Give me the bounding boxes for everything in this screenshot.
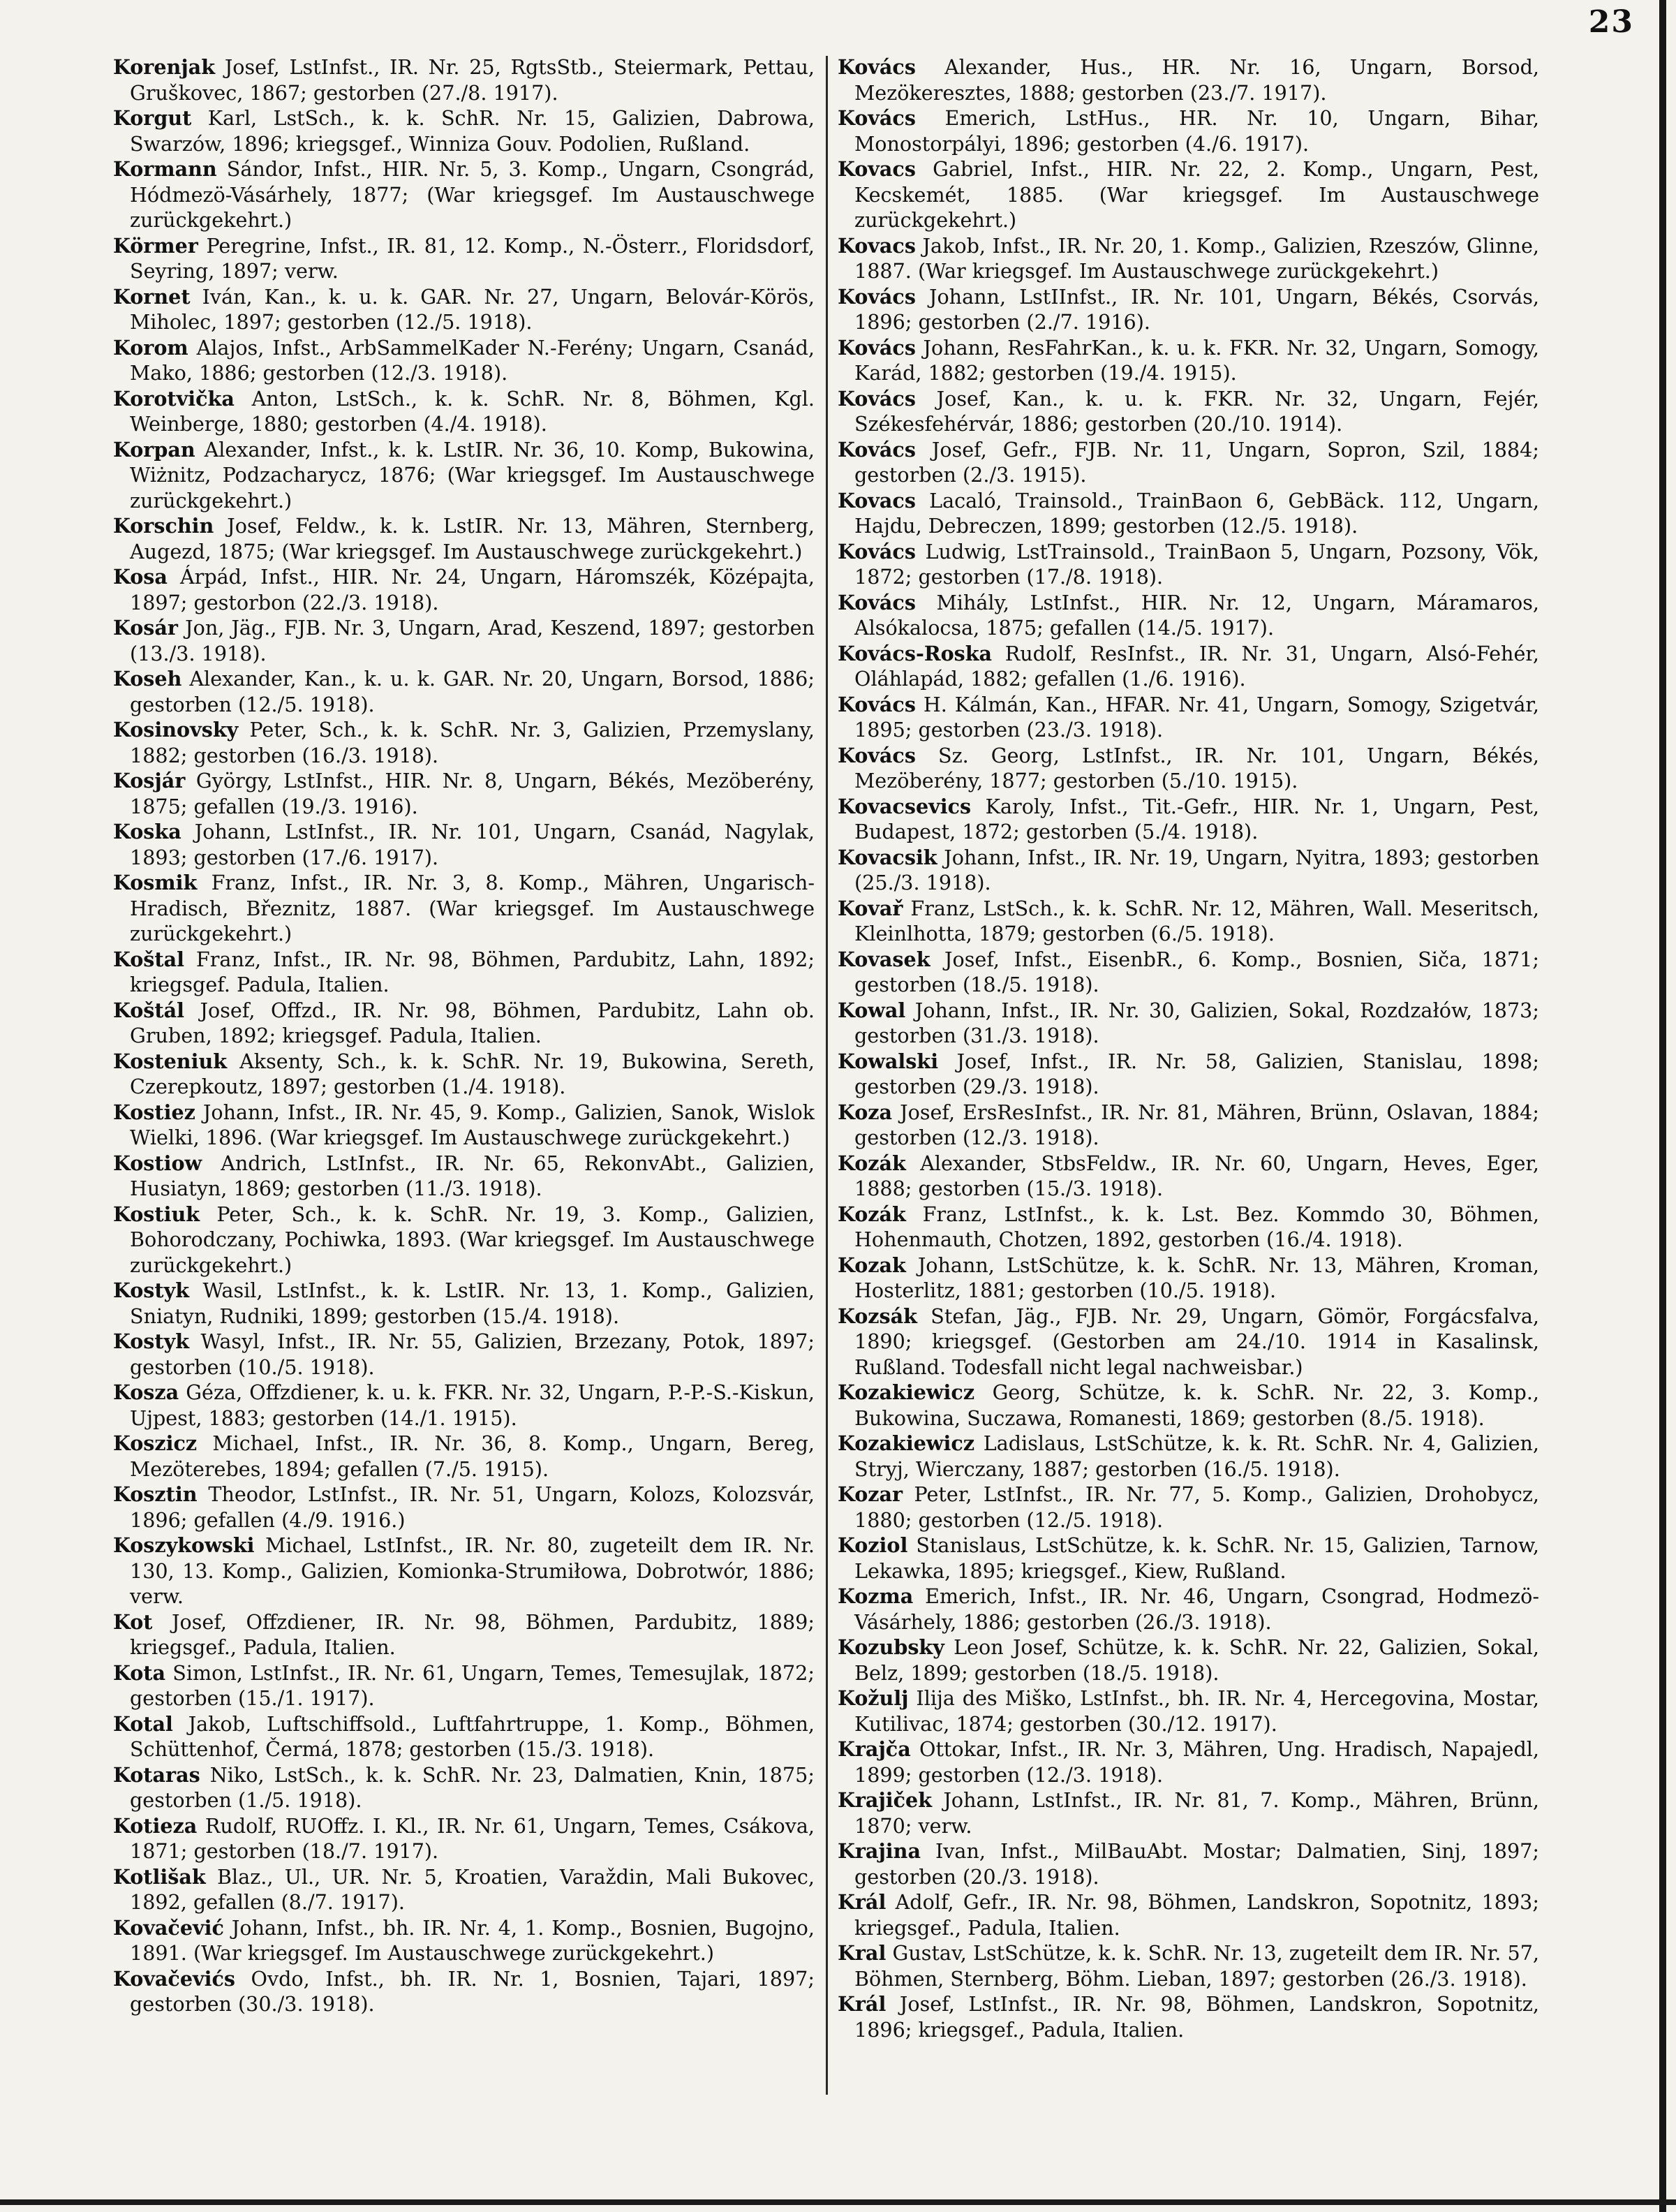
entry-surname: Kovasek <box>838 947 930 971</box>
entry-details: H. Kálmán, Kan., HFAR. Nr. 41, Ungarn, Somogy, Szigetvár, 1895; gestorben (23./3. 1918). <box>854 692 1539 742</box>
entry-surname: Kozubsky <box>838 1635 944 1659</box>
entry-surname: Kovács-Roska <box>838 641 993 665</box>
entry-surname: Kot <box>113 1609 153 1634</box>
register-entry <box>838 1787 1539 1838</box>
entry-surname: Kovačevićs <box>113 1966 236 1991</box>
entry-details: Lacaló, Trainsold., TrainBaon 6, GebBäck. 112, Ungarn, Hajdu, Debreczen, 1899; gestorben (12./5. 1918). <box>854 488 1539 538</box>
entry-surname: Kotieza <box>113 1813 198 1838</box>
register-entry <box>838 590 1539 641</box>
entry-details: Ottokar, Infst., IR. Nr. 3, Mähren, Ung. Hradisch, Napajedl, 1899; gestorben (12./3. 1918). <box>854 1737 1539 1787</box>
register-entry <box>113 513 815 564</box>
register-entry <box>838 488 1539 539</box>
register-entry <box>838 105 1539 156</box>
register-entry <box>838 1838 1539 1889</box>
entry-details: Rudolf, ResInfst., IR. Nr. 31, Ungarn, Alsó-Fehér, Oláhlapád, 1882; gefallen (1./6. 1916). <box>854 641 1539 691</box>
register-entry <box>838 1940 1539 1991</box>
entry-surname: Kovács <box>838 106 916 130</box>
right-column <box>838 54 1539 2042</box>
entry-surname: Kral <box>838 1941 887 1965</box>
entry-surname: Kostyk <box>113 1278 190 1302</box>
entry-surname: Kosa <box>113 565 168 589</box>
entry-surname: Kovacs <box>838 233 916 258</box>
entry-details: Sándor, Infst., HIR. Nr. 5, 3. Komp., Ungarn, Csongrád, Hódmezö-Vásárhely, 1877; (War kriegsgef. Im Austauschwege zurückgekehrt.) <box>130 157 815 232</box>
entry-details: Géza, Offzdiener, k. u. k. FKR. Nr. 32, Ungarn, P.-P.-S.-Kiskun, Ujpest, 1883; gestorben (14./1. 1915). <box>130 1380 815 1430</box>
register-entry <box>113 564 815 615</box>
entry-details: Jakob, Infst., IR. Nr. 20, 1. Komp., Galizien, Rzeszów, Glinne, 1887. (War kriegsgef. Im Austauschwege zurückgekehrt.) <box>854 233 1539 283</box>
entry-details: Simon, LstInfst., IR. Nr. 61, Ungarn, Temes, Temesujlak, 1872; gestorben (15./1. 1917). <box>130 1660 815 1710</box>
register-entry <box>113 1762 815 1813</box>
page-number: 23 <box>1588 4 1634 40</box>
entry-details: Ludwig, LstTrainsold., TrainBaon 5, Ungarn, Pozsony, Vök, 1872; gestorben (17./8. 1918). <box>854 539 1539 589</box>
entry-details: Josef, LstInfst., IR. Nr. 25, RgtsStb., Steiermark, Pettau, Gruškovec, 1867; gestorben (27./8. 1917). <box>130 55 815 105</box>
register-entry <box>838 156 1539 233</box>
entry-surname: Kozakiewicz <box>838 1431 975 1455</box>
entry-surname: Král <box>838 1992 887 2016</box>
entry-surname: Kovács <box>838 743 916 767</box>
register-entry <box>838 641 1539 692</box>
entry-surname: Koska <box>113 820 181 843</box>
register-entry <box>113 284 815 335</box>
register-entry <box>113 1864 815 1915</box>
entry-details: Árpád, Infst., HIR. Nr. 24, Ungarn, Háromszék, Középajta, 1897; gestorbon (22./3. 1918). <box>130 565 815 614</box>
entry-surname: Kovács <box>838 55 916 79</box>
entry-details: Georg, Schütze, k. k. SchR. Nr. 22, 3. Komp., Bukowina, Suczawa, Romanesti, 1869; gestorben (8./5. 1918). <box>854 1380 1539 1430</box>
entry-details: Alexander, Kan., k. u. k. GAR. Nr. 20, Ungarn, Borsod, 1886; gestorben (12./5. 1918). <box>130 667 815 716</box>
register-entry <box>113 437 815 514</box>
entry-surname: Kosza <box>113 1380 179 1404</box>
register-entry <box>113 105 815 156</box>
register-entry <box>113 1533 815 1609</box>
entry-details: Josef, ErsResInfst., IR. Nr. 81, Mähren, Brünn, Oslavan, 1884; gestorben (12./3. 1918). <box>854 1100 1539 1149</box>
entry-details: Ilija des Miško, LstInfst., bh. IR. Nr. 4, Hercegovina, Mostar, Kutilivac, 1874; gestorben (30./12. 1917). <box>854 1686 1539 1736</box>
entry-details: Ivan, Infst., MilBauAbt. Mostar; Dalmatien, Sinj, 1897; gestorben (20./3. 1918). <box>854 1839 1539 1889</box>
entry-surname: Kozar <box>838 1482 903 1506</box>
entry-details: Johann, LstInfst., IR. Nr. 81, 7. Komp., Mähren, Brünn, 1870; verw. <box>854 1788 1539 1838</box>
entry-surname: Kovacsevics <box>838 794 972 818</box>
register-entry <box>113 1151 815 1202</box>
register-entry <box>838 1635 1539 1686</box>
entry-details: Josef, Offzdiener, IR. Nr. 98, Böhmen, Pardubitz, 1889; kriegsgef., Padula, Italien. <box>130 1609 815 1659</box>
entry-details: Wasyl, Infst., IR. Nr. 55, Galizien, Brzezany, Potok, 1897; gestorben (10./5. 1918). <box>130 1329 815 1379</box>
entry-details: Aksenty, Sch., k. k. SchR. Nr. 19, Bukowina, Sereth, Czerepkoutz, 1897; gestorben (1./4. 1918). <box>130 1049 815 1098</box>
register-entry <box>113 233 815 284</box>
entry-surname: Korschin <box>113 514 214 538</box>
register-entry <box>838 998 1539 1049</box>
entry-surname: Kovács <box>838 590 916 614</box>
register-entry <box>838 1100 1539 1151</box>
register-entry <box>113 615 815 666</box>
entry-details: Sz. Georg, LstInfst., IR. Nr. 101, Ungarn, Békés, Mezöberény, 1877; gestorben (5./10. 1915). <box>854 743 1539 792</box>
entry-surname: Kota <box>113 1660 166 1685</box>
entry-details: Josef, Feldw., k. k. LstIR. Nr. 13, Mähren, Sternberg, Augezd, 1875; (War kriegsgef. Im Austauschwege zurückgekehrt.) <box>130 514 815 563</box>
column-divider <box>826 56 828 2095</box>
entry-details: Alexander, StbsFeldw., IR. Nr. 60, Ungarn, Heves, Eger, 1888; gestorben (15./3. 1918). <box>854 1151 1539 1200</box>
register-entry <box>838 284 1539 335</box>
entry-surname: Kozák <box>838 1151 906 1175</box>
entry-surname: Korgut <box>113 106 192 130</box>
register-entry <box>838 845 1539 896</box>
entry-surname: Korotvička <box>113 386 235 411</box>
entry-surname: Kovács <box>838 386 916 411</box>
register-entry <box>113 717 815 768</box>
entry-surname: Krajiček <box>838 1788 933 1812</box>
entry-details: Ovdo, Infst., bh. IR. Nr. 1, Bosnien, Tajari, 1897; gestorben (30./3. 1918). <box>130 1966 815 2016</box>
entry-surname: Kovacs <box>838 157 916 181</box>
entry-details: Emerich, Infst., IR. Nr. 46, Ungarn, Csongrad, Hodmezö-Vásárhely, 1886; gestorben (26./3. 1918). <box>854 1584 1539 1634</box>
register-entry <box>838 539 1539 590</box>
entry-surname: Kovács <box>838 335 916 360</box>
entry-details: Gustav, LstSchütze, k. k. SchR. Nr. 13, zugeteilt dem IR. Nr. 57, Böhmen, Sternberg, Böhm. Lieban, 1897; gestorben (26./3. 1918). <box>854 1941 1539 1991</box>
entry-surname: Korenjak <box>113 55 216 79</box>
register-entry <box>838 1533 1539 1584</box>
entry-details: Johann, Infst., bh. IR. Nr. 4, 1. Komp., Bosnien, Bugojno, 1891. (War kriegsgef. Im Austauschwege zurückgekehrt.) <box>130 1915 815 1965</box>
entry-details: Iván, Kan., k. u. k. GAR. Nr. 27, Ungarn, Belovár-Körös, Miholec, 1897; gestorben (12./5. 1918). <box>130 284 815 334</box>
entry-details: Michael, Infst., IR. Nr. 36, 8. Komp., Ungarn, Bereg, Mezöterebes, 1894; gefallen (7./5. 1915). <box>130 1431 815 1481</box>
entry-surname: Kosmik <box>113 871 198 894</box>
entry-surname: Koszykowski <box>113 1533 255 1557</box>
register-entry <box>838 437 1539 488</box>
register-entry <box>113 1329 815 1380</box>
register-entry <box>113 1813 815 1864</box>
entry-surname: Koza <box>838 1100 893 1124</box>
entry-details: Josef, LstInfst., IR. Nr. 98, Böhmen, Landskron, Sopotnitz, 1896; kriegsgef., Padula, Italien. <box>854 1992 1539 2042</box>
entry-details: Adolf, Gefr., IR. Nr. 98, Böhmen, Landskron, Sopotnitz, 1893; kriegsgef., Padula, Italien. <box>854 1890 1539 1940</box>
register-entry <box>838 54 1539 105</box>
entry-details: Johann, ResFahrKan., k. u. k. FKR. Nr. 32, Ungarn, Somogy, Karád, 1882; gestorben (19./4. 1915). <box>854 335 1539 385</box>
entry-details: Peter, Sch., k. k. SchR. Nr. 19, 3. Komp., Galizien, Bohorodczany, Pochiwka, 1893. (War kriegsgef. Im Austauschwege zurückgekehrt.) <box>130 1202 815 1277</box>
register-entry <box>838 947 1539 998</box>
entry-surname: Kosár <box>113 616 178 640</box>
entry-details: Jon, Jäg., FJB. Nr. 3, Ungarn, Arad, Keszend, 1897; gestorben (13./3. 1918). <box>130 616 815 665</box>
register-entry <box>113 54 815 105</box>
register-entry <box>113 1431 815 1482</box>
entry-details: Mihály, LstInfst., HIR. Nr. 12, Ungarn, Máramaros, Alsókalocsa, 1875; gefallen (14./5. 1917). <box>854 590 1539 640</box>
entry-details: Johann, Infst., IR. Nr. 30, Galizien, Sokal, Rozdzałów, 1873; gestorben (31./3. 1918). <box>854 998 1539 1047</box>
register-entry <box>113 156 815 233</box>
entry-details: Theodor, LstInfst., IR. Nr. 51, Ungarn, Kolozs, Kolozsvár, 1896; gefallen (4./9. 1916.) <box>130 1482 815 1532</box>
entry-surname: Kornet <box>113 284 191 309</box>
entry-details: Blaz., Ul., UR. Nr. 5, Kroatien, Varaždin, Mali Bukovec, 1892, gefallen (8./7. 1917). <box>130 1864 815 1914</box>
entry-details: Alajos, Infst., ArbSammelKader N.-Ferény; Ungarn, Csanád, Mako, 1886; gestorben (12./3. 1918). <box>130 335 815 385</box>
entry-details: Josef, Infst., EisenbR., 6. Komp., Bosnien, Siča, 1871; gestorben (18./5. 1918). <box>854 947 1539 996</box>
register-entry <box>838 1889 1539 1940</box>
entry-details: Alexander, Infst., k. k. LstIR. Nr. 36, 10. Komp, Bukowina, Wiżnitz, Podzacharycz, 1876; (War kriegsgef. Im Austauschwege zurückgekehrt.) <box>130 437 815 513</box>
entry-surname: Kosteniuk <box>113 1049 228 1073</box>
entry-surname: Koseh <box>113 667 182 691</box>
register-entry <box>113 768 815 819</box>
entry-surname: Kovacs <box>838 488 916 513</box>
register-entry <box>113 1049 815 1100</box>
entry-details: Franz, Infst., IR. Nr. 3, 8. Komp., Mähren, Ungarisch-Hradisch, Březnitz, 1887. (War kriegsgef. Im Austauschwege zurückgekehrt.) <box>130 871 815 945</box>
entry-details: Franz, Infst., IR. Nr. 98, Böhmen, Pardubitz, Lahn, 1892; kriegsgef. Padula, Italien. <box>130 947 815 996</box>
entry-surname: Kosjár <box>113 769 186 792</box>
register-entry <box>838 1253 1539 1304</box>
register-entry <box>113 386 815 437</box>
register-entry <box>838 335 1539 386</box>
register-entry <box>838 743 1539 794</box>
entry-details: Karoly, Infst., Tit.-Gefr., HIR. Nr. 1, Ungarn, Pest, Budapest, 1872; gestorben (5./4. 1918). <box>854 794 1539 843</box>
entry-details: Peter, LstInfst., IR. Nr. 77, 5. Komp., Galizien, Drohobycz, 1880; gestorben (12./5. 1918). <box>854 1482 1539 1532</box>
register-entry <box>838 1049 1539 1100</box>
register-entry <box>113 998 815 1049</box>
register-entry <box>113 1482 815 1533</box>
register-entry <box>113 666 815 717</box>
entry-details: Michael, LstInfst., IR. Nr. 80, zugeteilt dem IR. Nr. 130, 13. Komp., Galizien, Komionka-Strumiłowa, Dobrotwór, 1886; verw. <box>130 1533 815 1608</box>
entry-details: Leon Josef, Schütze, k. k. SchR. Nr. 22, Galizien, Sokal, Belz, 1899; gestorben (18./5. 1918). <box>854 1635 1539 1685</box>
register-entry <box>838 1482 1539 1533</box>
entry-surname: Kovács <box>838 284 916 309</box>
entry-surname: Kowal <box>838 998 906 1022</box>
register-entry <box>113 870 815 947</box>
entry-surname: Koszicz <box>113 1431 198 1455</box>
entry-details: Karl, LstSch., k. k. SchR. Nr. 15, Galizien, Dabrowa, Swarzów, 1896; kriegsgef., Winniza Gouv. Podolien, Rußland. <box>130 106 815 156</box>
entry-surname: Kotaras <box>113 1762 200 1787</box>
register-entry <box>838 1686 1539 1737</box>
entry-surname: Kotal <box>113 1711 173 1736</box>
entry-surname: Kozak <box>838 1253 906 1277</box>
register-entry <box>838 1991 1539 2042</box>
entry-surname: Kozma <box>838 1584 914 1608</box>
register-entry <box>838 794 1539 845</box>
entry-details: Stefan, Jäg., FJB. Nr. 29, Ungarn, Gömör, Forgácsfalva, 1890; kriegsgef. (Gestorben am 24./10. 1914 in Kasalinsk, Rußland. Todesfall nicht legal nachweisbar.) <box>854 1304 1539 1379</box>
register-entry <box>838 1584 1539 1635</box>
entry-surname: Korom <box>113 335 188 360</box>
entry-surname: Kovács <box>838 437 916 462</box>
entry-surname: Kožulj <box>838 1686 909 1710</box>
register-entry <box>113 1966 815 2017</box>
entry-details: Jakob, Luftschiffsold., Luftfahrtruppe, 1. Komp., Böhmen, Schüttenhof, Čermá, 1878; gestorben (15./3. 1918). <box>130 1711 815 1761</box>
entry-details: Franz, LstSch., k. k. SchR. Nr. 12, Mähren, Wall. Meseritsch, Kleinlhotta, 1879; gestorben (6./5. 1918). <box>854 896 1539 945</box>
entry-surname: Korpan <box>113 437 195 462</box>
entry-surname: Krajča <box>838 1737 911 1761</box>
entry-details: Rudolf, RUOffz. I. Kl., IR. Nr. 61, Ungarn, Temes, Csákova, 1871; gestorben (18./7. 1917). <box>130 1813 815 1863</box>
entry-surname: Král <box>838 1890 887 1914</box>
entry-surname: Krajina <box>838 1839 921 1863</box>
entry-details: Johann, LstInfst., IR. Nr. 101, Ungarn, Csanád, Nagylak, 1893; gestorben (17./6. 1917). <box>130 820 815 869</box>
entry-details: Wasil, LstInfst., k. k. LstIR. Nr. 13, 1. Komp., Galizien, Sniatyn, Rudniki, 1899; gestorben (15./4. 1918). <box>130 1278 815 1328</box>
entry-details: Stanislaus, LstSchütze, k. k. SchR. Nr. 15, Galizien, Tarnow, Lekawka, 1895; kriegsgef., Kiew, Rußland. <box>854 1533 1539 1583</box>
register-entry <box>113 1711 815 1762</box>
entry-details: Johann, Infst., IR. Nr. 19, Ungarn, Nyitra, 1893; gestorben (25./3. 1918). <box>854 845 1539 894</box>
register-entry <box>838 1431 1539 1482</box>
entry-details: Josef, Infst., IR. Nr. 58, Galizien, Stanislau, 1898; gestorben (29./3. 1918). <box>854 1049 1539 1098</box>
entry-details: Johann, LstSchütze, k. k. SchR. Nr. 13, Mähren, Kroman, Hosterlitz, 1881; gestorben (10./5. 1918). <box>854 1253 1539 1302</box>
register-entry <box>113 1660 815 1711</box>
entry-surname: Kozakiewicz <box>838 1380 975 1404</box>
register-entry <box>838 1202 1539 1253</box>
entry-details: Peregrine, Infst., IR. 81, 12. Komp., N.-Österr., Floridsdorf, Seyring, 1897; verw. <box>130 233 815 283</box>
register-entry <box>113 1915 815 1966</box>
entry-surname: Kozák <box>838 1202 906 1226</box>
entry-details: Alexander, Hus., HR. Nr. 16, Ungarn, Borsod, Mezökeresztes, 1888; gestorben (23./7. 1917). <box>854 55 1539 105</box>
register-entry <box>838 1380 1539 1431</box>
register-entry <box>113 335 815 386</box>
register-entry <box>113 947 815 998</box>
entry-surname: Kowalski <box>838 1049 939 1073</box>
entry-surname: Kormann <box>113 157 217 181</box>
entry-details: Josef, Gefr., FJB. Nr. 11, Ungarn, Sopron, Szil, 1884; gestorben (2./3. 1915). <box>854 437 1539 487</box>
left-column <box>113 54 815 2017</box>
entry-surname: Kostyk <box>113 1329 190 1353</box>
entry-details: Josef, Kan., k. u. k. FKR. Nr. 32, Ungarn, Fejér, Székesfehérvár, 1886; gestorben (20./10. 1914). <box>854 386 1539 436</box>
entry-surname: Kostiez <box>113 1100 195 1124</box>
register-entry <box>838 1151 1539 1202</box>
entry-details: Andrich, LstInfst., IR. Nr. 65, RekonvAbt., Galizien, Husiatyn, 1869; gestorben (11./3. 1918). <box>130 1151 815 1200</box>
register-entry <box>113 1202 815 1278</box>
entry-details: Gabriel, Infst., HIR. Nr. 22, 2. Komp., Ungarn, Pest, Kecskemét, 1885. (War kriegsgef. Im Austauschwege zurückgekehrt.) <box>854 157 1539 232</box>
register-entry <box>113 1100 815 1151</box>
register-entry <box>838 1304 1539 1380</box>
entry-surname: Kosinovsky <box>113 718 239 742</box>
entry-details: György, LstInfst., HIR. Nr. 8, Ungarn, Békés, Mezöberény, 1875; gefallen (19./3. 1916). <box>130 769 815 818</box>
entry-surname: Kostiuk <box>113 1202 200 1226</box>
entry-surname: Kostiow <box>113 1151 202 1175</box>
entry-surname: Koštál <box>113 998 184 1022</box>
entry-surname: Kosztin <box>113 1482 198 1506</box>
entry-details: Ladislaus, LstSchütze, k. k. Rt. SchR. Nr. 4, Galizien, Stryj, Wierczany, 1887; gestorben (16./5. 1918). <box>854 1431 1539 1481</box>
entry-surname: Körmer <box>113 233 198 258</box>
entry-surname: Koštal <box>113 947 184 971</box>
register-entry <box>113 1609 815 1660</box>
entry-details: Johann, LstIInfst., IR. Nr. 101, Ungarn, Békés, Csorvás, 1896; gestorben (2./7. 1916). <box>854 284 1539 334</box>
register-entry <box>113 819 815 870</box>
entry-details: Josef, Offzd., IR. Nr. 98, Böhmen, Pardubitz, Lahn ob. Gruben, 1892; kriegsgef. Padula, Italien. <box>130 998 815 1047</box>
entry-details: Niko, LstSch., k. k. SchR. Nr. 23, Dalmatien, Knin, 1875; gestorben (1./5. 1918). <box>130 1762 815 1812</box>
entry-surname: Kovacsik <box>838 845 937 869</box>
register-entry <box>838 386 1539 437</box>
entry-surname: Kovács <box>838 539 916 563</box>
entry-surname: Kozsák <box>838 1304 917 1328</box>
register-entry <box>113 1278 815 1329</box>
register-entry <box>838 1737 1539 1787</box>
entry-surname: Kovács <box>838 692 916 716</box>
register-entry <box>838 692 1539 743</box>
entry-details: Johann, Infst., IR. Nr. 45, 9. Komp., Galizien, Sanok, Wislok Wielki, 1896. (War kriegsgef. Im Austauschwege zurückgekehrt.) <box>130 1100 815 1149</box>
scan-border-bottom <box>0 2199 1676 2205</box>
register-entry <box>838 233 1539 284</box>
entry-surname: Koziol <box>838 1533 908 1557</box>
entry-details: Franz, LstInfst., k. k. Lst. Bez. Kommdo 30, Böhmen, Hohenmauth, Chotzen, 1892, gestorben (16./4. 1918). <box>854 1202 1539 1251</box>
entry-details: Peter, Sch., k. k. SchR. Nr. 3, Galizien, Przemyslany, 1882; gestorben (16./3. 1918). <box>130 718 815 767</box>
entry-details: Anton, LstSch., k. k. SchR. Nr. 8, Böhmen, Kgl. Weinberge, 1880; gestorben (4./4. 1918). <box>130 386 815 436</box>
register-entry <box>838 896 1539 947</box>
entry-surname: Kovař <box>838 896 903 920</box>
entry-surname: Kotlišak <box>113 1864 206 1889</box>
scan-border-right <box>1659 0 1666 2212</box>
register-entry <box>113 1380 815 1431</box>
entry-surname: Kovačević <box>113 1915 224 1940</box>
entry-details: Emerich, LstHus., HR. Nr. 10, Ungarn, Bihar, Monostorpályi, 1896; gestorben (4./6. 1917). <box>854 106 1539 156</box>
